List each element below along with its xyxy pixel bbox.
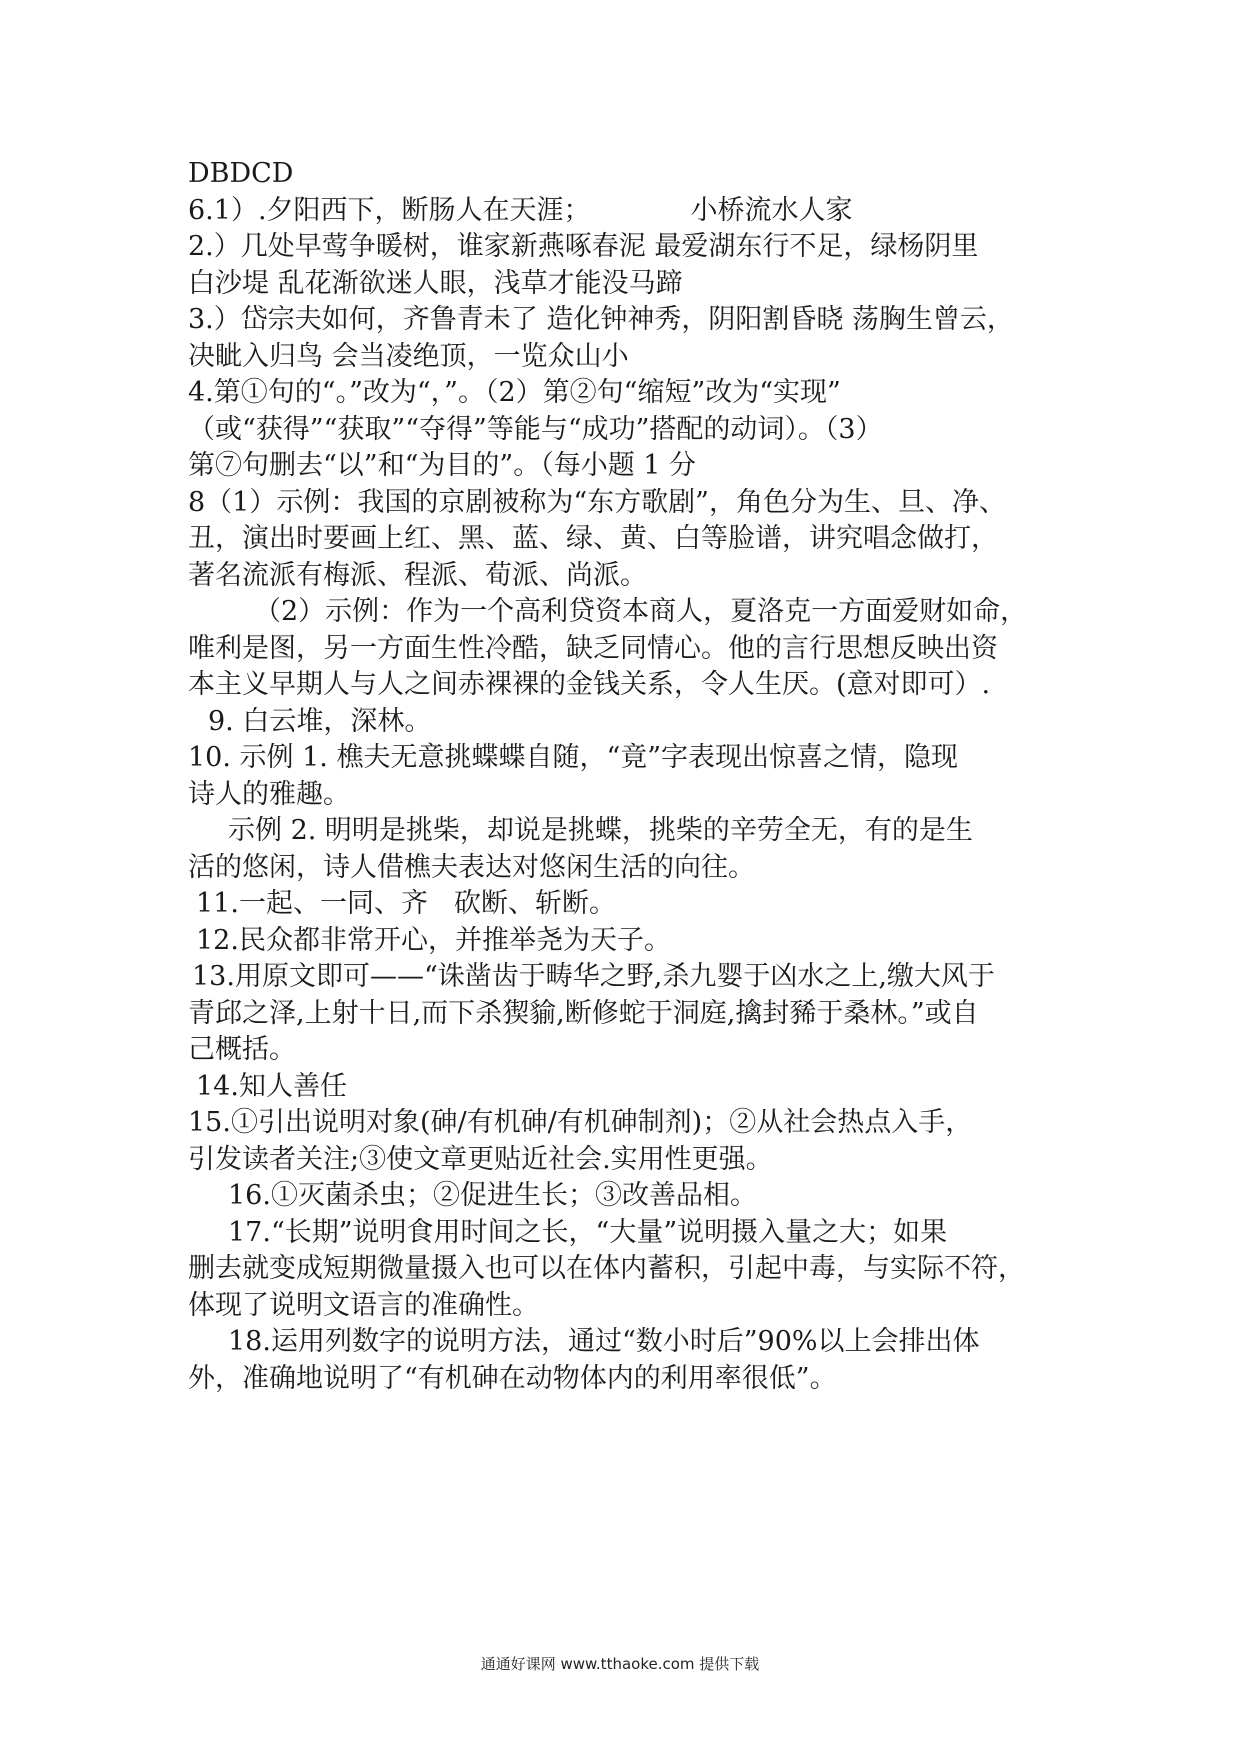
text-line: 诗人的雅趣。 xyxy=(188,778,350,810)
text-line: 10. 示例 1. 樵夫无意挑蝶蝶自随，“竟”字表现出惊喜之情，隐现 xyxy=(188,742,959,773)
text-line: 12.民众都非常开心，并推举尧为天子。 xyxy=(196,924,671,956)
text-line: 4.第①句的“。”改为“，”。（2）第②句“缩短”改为“实现” xyxy=(188,377,841,408)
text-line: 删去就变成短期微量摄入也可以在体内蓄积，引起中毒，与实际不符， xyxy=(188,1253,1025,1284)
text-line: 11.一起、一同、齐 砍断、斩断。 xyxy=(196,888,616,919)
text-line: 3.）岱宗夫如何，齐鲁青未了 造化钟神秀，阴阳割昏晓 荡胸生曾云， xyxy=(188,304,1014,335)
text-line: 6.1）.夕阳西下，断肠人在天涯； 小桥流水人家 xyxy=(188,194,853,226)
page-footer: 通通好课网 www.tthaoke.com 提供下载 xyxy=(480,1655,760,1673)
text-line: 14.知人善任 xyxy=(196,1070,347,1102)
text-line: 决眦入归鸟 会当凌绝顶，一览众山小 xyxy=(188,340,629,372)
text-line: 白沙堤 乱花渐欲迷人眼，浅草才能没马蹄 xyxy=(188,267,683,299)
text-line: 引发读者关注;③使文章更贴近社会.实用性更强。 xyxy=(188,1143,773,1175)
text-line: 体现了说明文语言的准确性。 xyxy=(188,1289,539,1321)
text-line: 本主义早期人与人之间赤裸裸的金钱关系，令人生厌。(意对即可）. xyxy=(188,669,991,700)
text-line: 2.）几处早莺争暖树，谁家新燕啄春泥 最爱湖东行不足，绿杨阴里 xyxy=(188,231,979,262)
text-line: 第⑦句删去“以”和“为目的”。（每小题 1 分 xyxy=(188,450,697,481)
text-line: 唯利是图，另一方面生性冷酷，缺乏同情心。他的言行思想反映出资 xyxy=(188,632,998,664)
text-line: 13.用原文即可——“诛凿齿于畴华之野,杀九婴于凶水之上,缴大风于 xyxy=(192,961,995,992)
text-line: （或“获得”“获取”“夺得”等能与“成功”搭配的动词）。（3） xyxy=(188,413,883,445)
text-line: 18.运用列数字的说明方法，通过“数小时后”90%以上会排出体 xyxy=(228,1326,980,1357)
text-line: 17.“长期”说明食用时间之长，“大量”说明摄入量之大；如果 xyxy=(228,1216,948,1248)
text-line: 著名流派有梅派、程派、荀派、尚派。 xyxy=(188,559,647,591)
text-line: 15.①引出说明对象(砷/有机砷/有机砷制剂)；②从社会热点入手， xyxy=(188,1107,973,1138)
text-line: （2）示例：作为一个高利贷资本商人，夏洛克一方面爱财如命， xyxy=(254,596,1028,627)
text-line: 示例 2. 明明是挑柴，却说是挑蝶，挑柴的辛劳全无，有的是生 xyxy=(228,815,973,846)
text-line: 外，准确地说明了“有机砷在动物体内的利用率很低”。 xyxy=(188,1362,837,1394)
text-line: DBDCD xyxy=(188,158,294,189)
answer-text xyxy=(188,156,1088,1397)
text-line: 8（1）示例：我国的京剧被称为“东方歌剧”，角色分为生、旦、净、 xyxy=(188,486,1006,518)
text-line: 9. 白云堆，深林。 xyxy=(208,705,432,737)
text-line: 活的悠闲，诗人借樵夫表达对悠闲生活的向往。 xyxy=(188,851,755,883)
text-line: 丑，演出时要画上红、黑、蓝、绿、黄、白等脸谱，讲究唱念做打， xyxy=(188,523,998,554)
text-line: 16.①灭菌杀虫；②促进生长；③改善品相。 xyxy=(228,1180,757,1211)
text-line: 青邱之泽,上射十日,而下杀猰貐,断修蛇于洞庭,擒封豨于桑林。”或自 xyxy=(188,997,979,1029)
text-line: 己概括。 xyxy=(188,1034,296,1065)
